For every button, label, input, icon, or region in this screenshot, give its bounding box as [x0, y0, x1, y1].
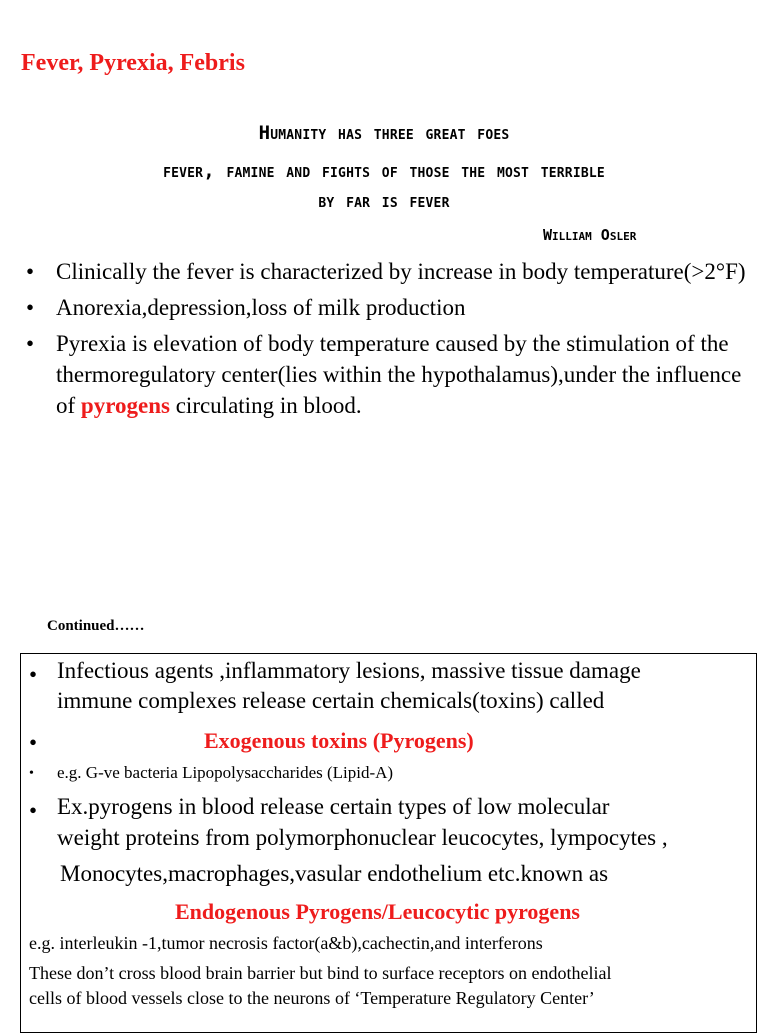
continued-label: Continued…… — [47, 618, 145, 634]
bullet-text: Pyrexia is elevation of body temperature caused by the stimulation of the thermoregulatory center(lies within the hypothalamus),under the influence of — [56, 331, 742, 418]
bullet-dot: • — [26, 259, 35, 284]
bullet-dot: • — [26, 331, 35, 356]
box-text-bbb-2: cells of blood vessels close to the neurons of ‘Temperature Regulatory Center’ — [29, 988, 595, 1008]
bullet-item — [26, 256, 756, 287]
box-text-expyrogens-2: weight proteins from polymorphonuclear leucocytes, lympocytes , — [57, 825, 668, 850]
box-text-infectious-2: immune complexes release certain chemicals(toxins) called — [57, 688, 605, 713]
box-text-infectious-1: Infectious agents ,inflammatory lesions, massive tissue damage — [57, 658, 641, 683]
bullet-text-end: circulating in blood. — [169, 393, 362, 418]
bullet-dot: • — [29, 766, 34, 781]
page-title: Fever, Pyrexia, Febris — [21, 50, 245, 76]
endogenous-heading: Endogenous Pyrogens/Leucocytic pyrogens — [175, 899, 580, 924]
quote-line-1: Humanity has three great foes — [258, 122, 510, 144]
box-text-expyrogens-1: Ex.pyrogens in blood release certain types of low molecular — [57, 794, 610, 819]
pyrogens-highlight: pyrogens — [80, 393, 170, 418]
box-text-eg-interleukin: e.g. interleukin -1,tumor necrosis factor(a&b),cachectin,and interferons — [29, 933, 543, 953]
main-bullet-list — [26, 256, 756, 426]
quote-line-3: by far is fever — [318, 190, 450, 212]
quote-author: William Osler — [543, 226, 637, 244]
bullet-dot: • — [29, 730, 38, 755]
quote-line-2: fever, famine and fights of those the most terrible — [163, 160, 605, 182]
bullet-text: Anorexia,depression,loss of milk production — [56, 295, 466, 320]
exogenous-heading: Exogenous toxins (Pyrogens) — [204, 728, 474, 753]
bullet-dot: • — [26, 295, 35, 320]
box-text-monocytes: Monocytes,macrophages,vasular endothelium etc.known as — [60, 861, 609, 886]
bullet-item — [26, 328, 756, 421]
bullet-dot: • — [29, 662, 38, 687]
pyrogens-box — [20, 653, 757, 1033]
bullet-item — [26, 292, 756, 323]
bullet-dot: • — [29, 798, 38, 823]
box-text-eg-bacteria: e.g. G-ve bacteria Lipopolysaccharides (Lipid-A) — [57, 763, 394, 782]
box-text-bbb-1: These don’t cross blood brain barrier but bind to surface receptors on endothelial — [29, 963, 612, 983]
bullet-text: Clinically the fever is characterized by increase in body temperature(>2°F) — [56, 259, 746, 284]
